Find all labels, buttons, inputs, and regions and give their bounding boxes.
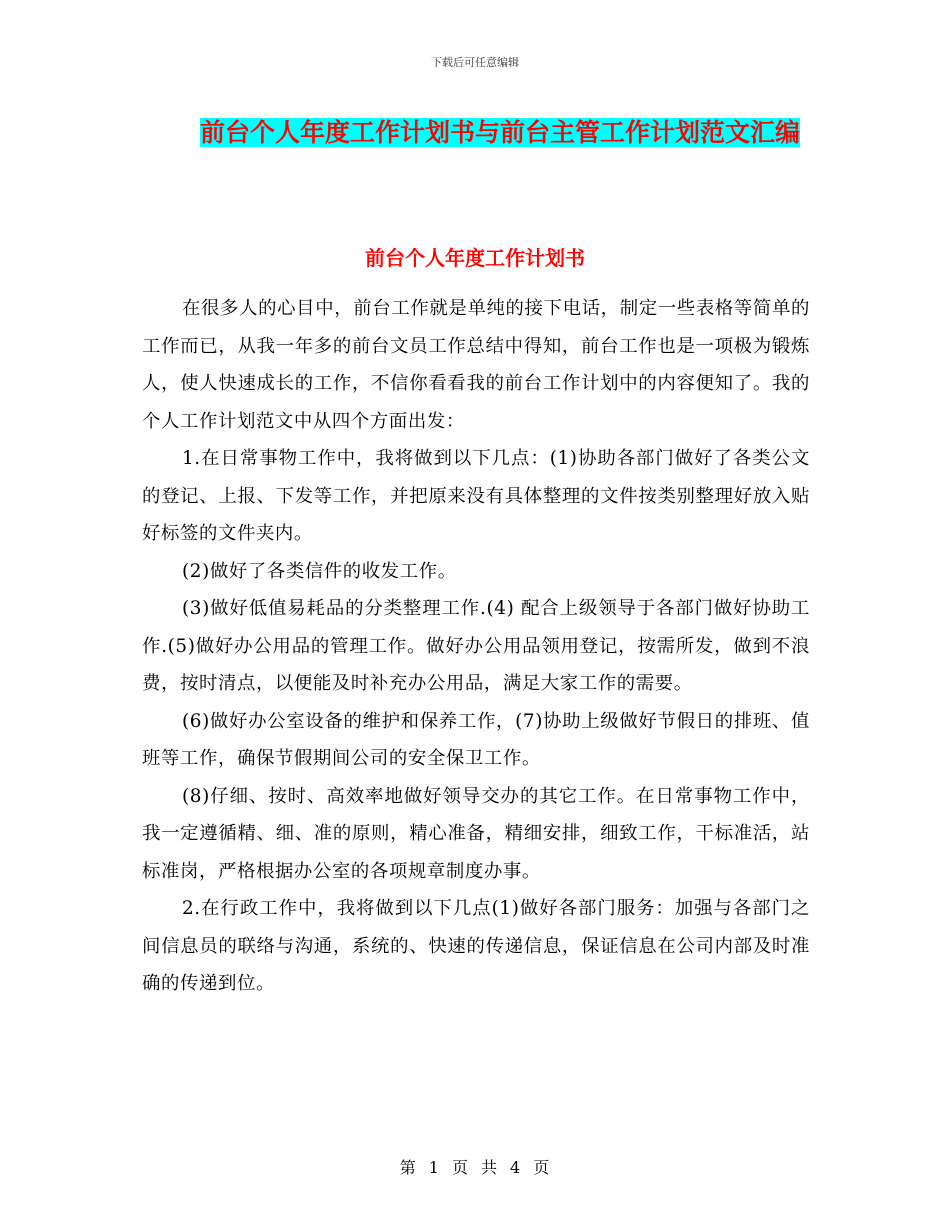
document-title bbox=[190, 110, 810, 156]
paragraph: (3)做好低值易耗品的分类整理工作.(4) 配合上级领导于各部门做好协助工作.(5)做好办公用品的管理工作。做好办公用品领用登记，按需所发，做到不浪费，按时清点，以便能及时补充办公用品，满足大家工作的需要。 bbox=[142, 598, 810, 694]
section-heading: 前台个人年度工作计划书 bbox=[365, 246, 585, 270]
paragraph: (2)做好了各类信件的收发工作。 bbox=[182, 560, 457, 582]
footer-word-page: 第 bbox=[399, 1158, 417, 1177]
page-footer bbox=[0, 1155, 950, 1178]
paragraph: 在很多人的心目中，前台工作就是单纯的接下电话，制定一些表格等简单的工作而已，从我一年多的前台文员工作总结中得知，前台工作也是一项极为锻炼人，使人快速成长的工作，不信你看看我的前台工作计划中的内容便知了。我的个人工作计划范文中从四个方面出发： bbox=[142, 298, 810, 432]
footer-page-number: 1 bbox=[428, 1158, 440, 1177]
footer-word-unit-2: 页 bbox=[533, 1158, 551, 1177]
paragraph: 2.在行政工作中，我将做到以下几点(1)做好各部门服务：加强与各部门之间信息员的联络与沟通，系统的、快速的传递信息，保证信息在公司内部及时准确的传递到位。 bbox=[142, 898, 810, 994]
body-text bbox=[142, 290, 810, 1003]
paragraph: (6)做好办公室设备的维护和保养工作，(7)协助上级做好节假日的排班、值班等工作，确保节假期间公司的安全保卫工作。 bbox=[142, 710, 810, 769]
document-title-text: 前台个人年度工作计划书与前台主管工作计划范文汇编 bbox=[199, 118, 800, 147]
header-note: 下载后可任意编辑 bbox=[431, 56, 519, 69]
paragraph: 1.在日常事物工作中，我将做到以下几点：(1)协助各部门做好了各类公文的登记、上报、下发等工作，并把原来没有具体整理的文件按类别整理好放入贴好标签的文件夹内。 bbox=[142, 448, 810, 544]
paragraph: (8)仔细、按时、高效率地做好领导交办的其它工作。在日常事物工作中，我一定遵循精、细、准的原则，精心准备，精细安排，细致工作，干标准活，站标准岗，严格根据办公室的各项规章制度办事。 bbox=[142, 785, 810, 882]
footer-word-unit: 页 bbox=[451, 1158, 469, 1177]
footer-word-total: 共 bbox=[481, 1158, 499, 1177]
footer-total-pages: 4 bbox=[510, 1158, 522, 1177]
